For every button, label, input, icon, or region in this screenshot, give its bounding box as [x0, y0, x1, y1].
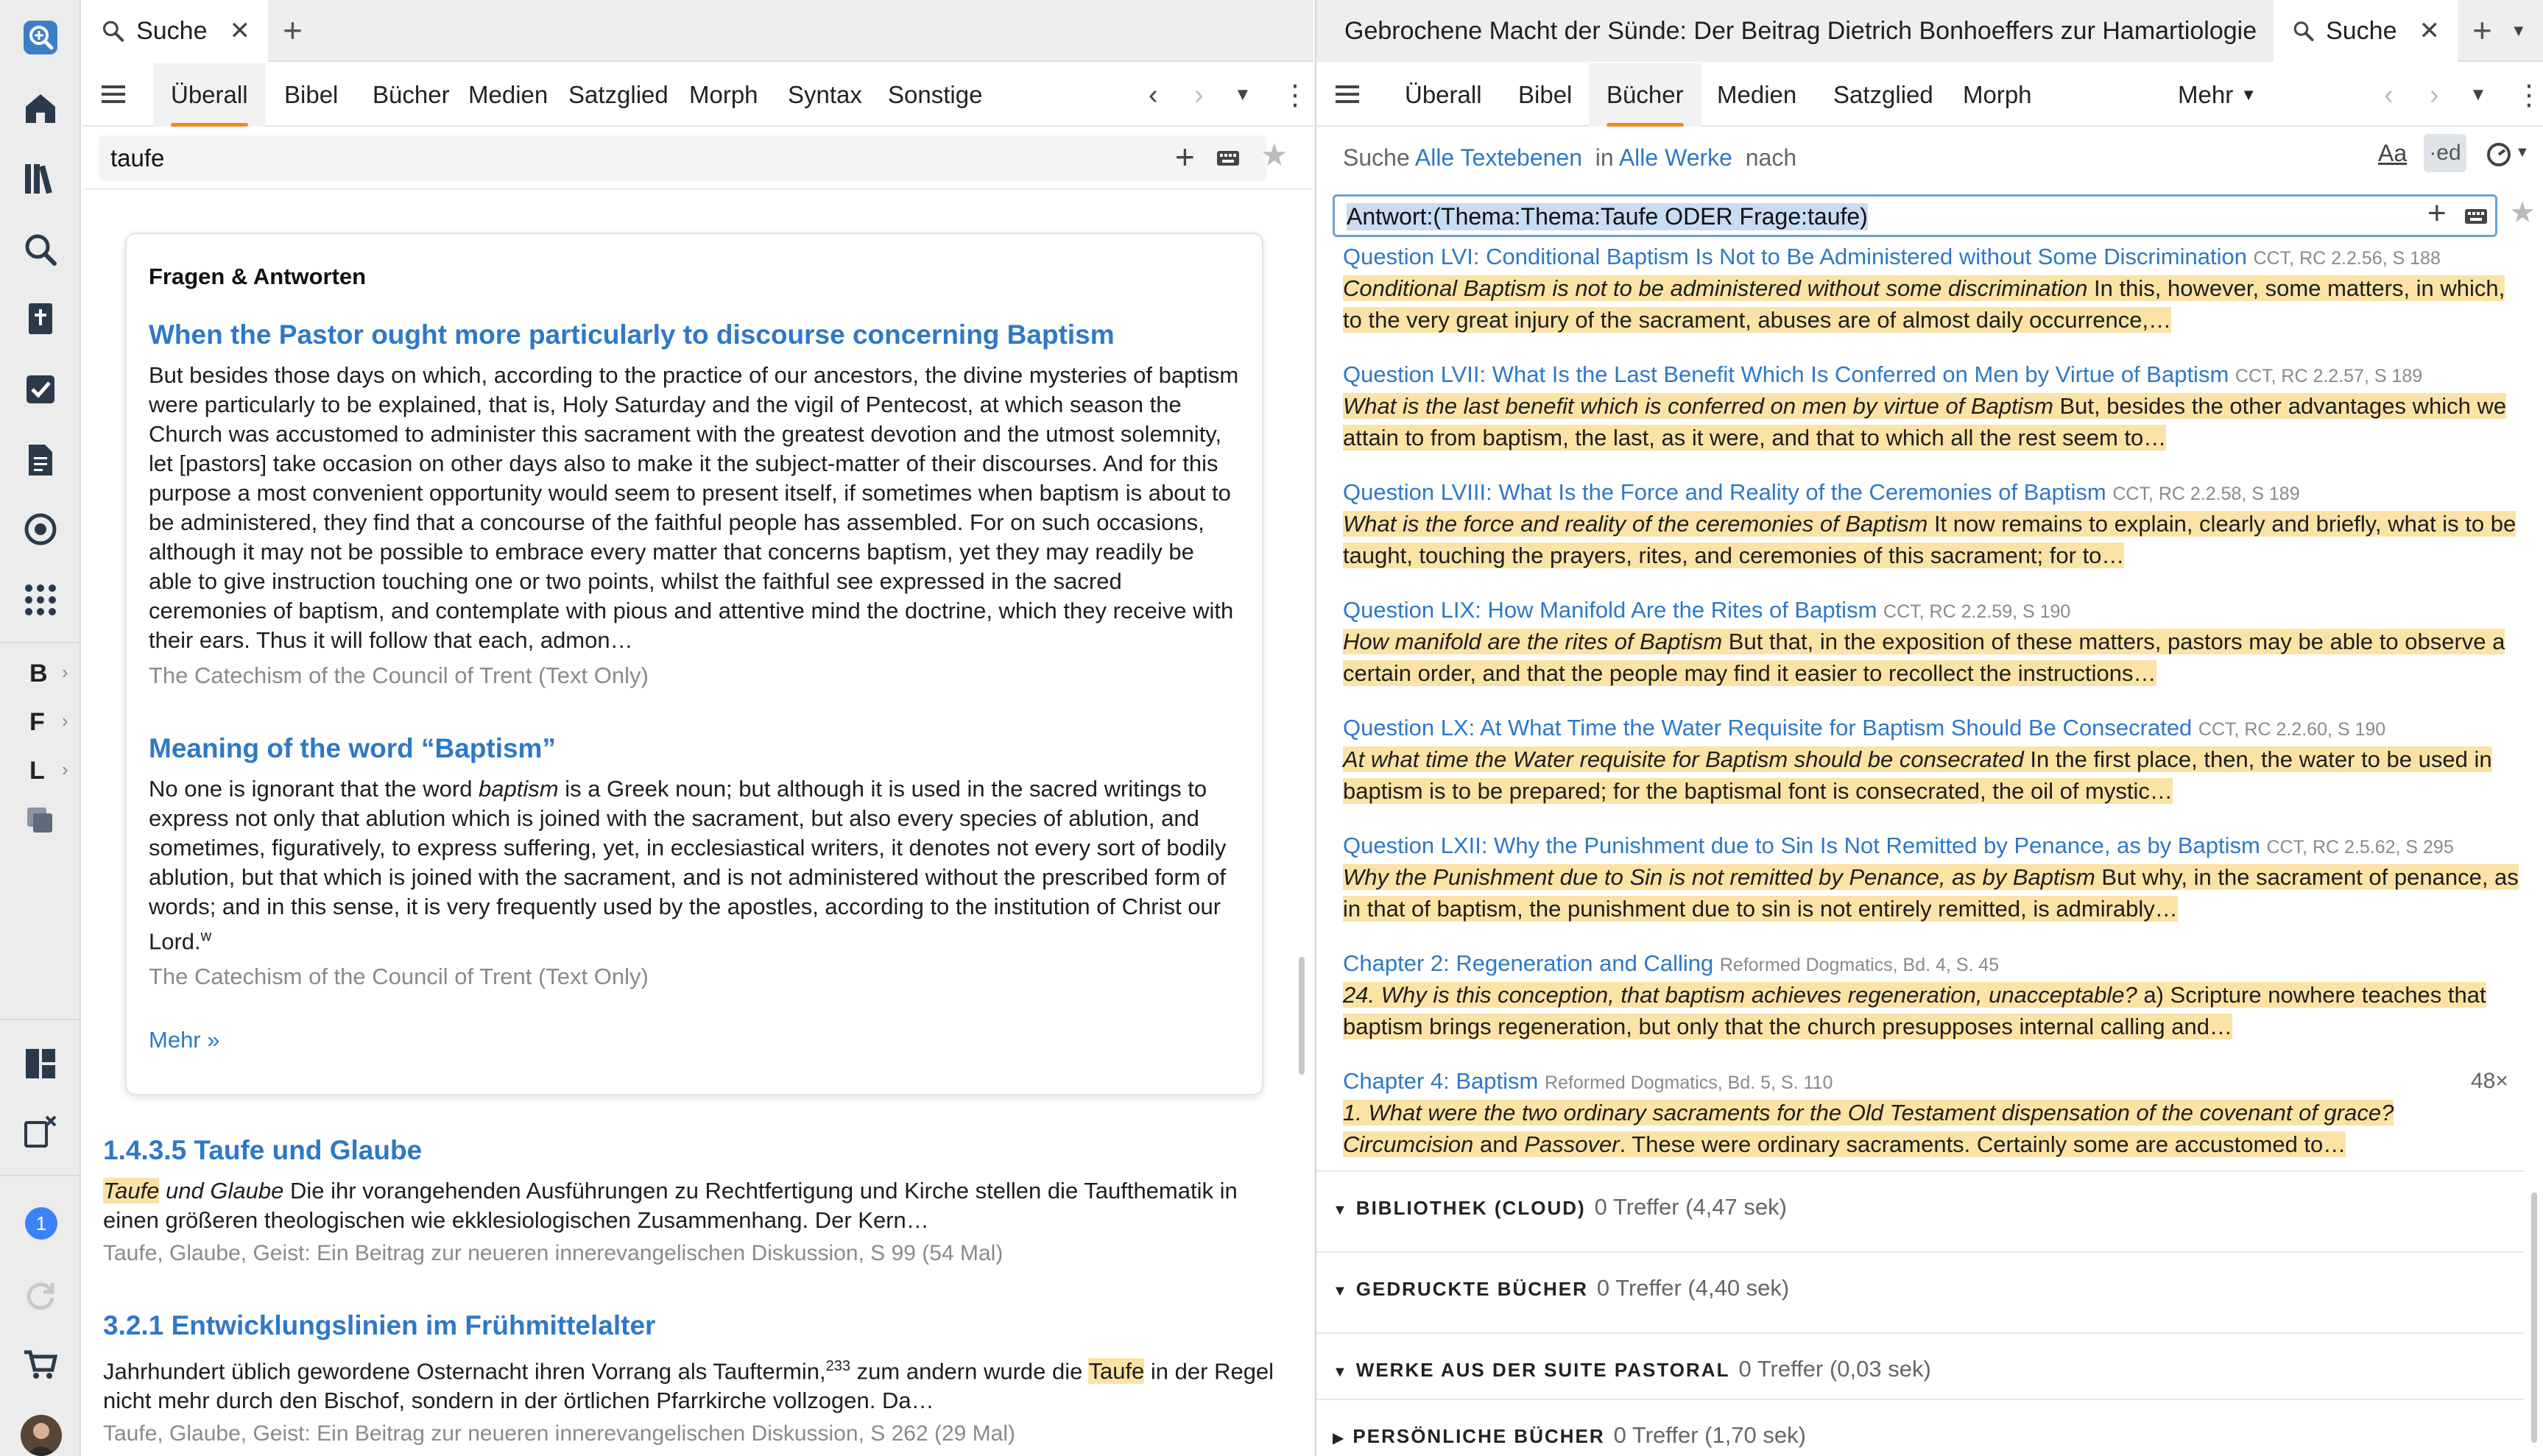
left-tabbar — [82, 0, 1313, 62]
query-text[interactable]: Antwort:(Thema:Thema:Taufe ODER Frage:taufe) — [1347, 203, 1868, 230]
qa-source[interactable]: The Catechism of the Council of Trent (Text Only) — [149, 964, 649, 990]
chevron-right-icon: › — [62, 758, 68, 780]
result-title[interactable]: Question LX: At What Time the Water Requisite for Baptism Should Be Consecrated CCT, RC 2.2.60, S 190 — [1343, 715, 2386, 741]
result-source[interactable]: Taufe, Glaube, Geist: Ein Beitrag zur neueren innerevangelischen Diskussion, S 262 (29 Mal) — [103, 1421, 1016, 1446]
result-item — [1343, 596, 2528, 689]
chevron-right-icon: › — [62, 710, 68, 732]
checklist-icon[interactable] — [16, 365, 65, 414]
rail-divider — [0, 642, 81, 643]
result-snippet: What is the last benefit which is conferred on men by virtue of Baptism But, besides the other advantages which we attain to from baptism, the last, as it were, and that to which all the rest seem to… — [1343, 393, 2507, 450]
keyboard-icon[interactable] — [2464, 207, 2488, 226]
search-scope-line: Suche Alle Textebenen in Alle Werke nach — [1343, 144, 1797, 171]
notification-badge[interactable]: 1 — [25, 1207, 57, 1240]
star-icon[interactable]: ★ — [2509, 197, 2536, 229]
chevron-down-icon: ▼ — [1333, 1283, 1349, 1299]
close-icon[interactable]: ✕ — [229, 17, 250, 45]
right-search-panel — [1315, 0, 2543, 1456]
result-snippet: At what time the Water requisite for Baptism should be consecrated In the first place, then, the water to be used in baptism is to be prepared; for the baptismal font is consecrated, the oil of mystic… — [1343, 746, 2492, 804]
tab-everywhere[interactable]: Überall — [153, 63, 266, 127]
close-panels-icon[interactable] — [16, 1107, 65, 1156]
result-title[interactable]: Question LVI: Conditional Baptism Is Not to Be Administered without Some Discrimination CCT, RC 2.2.56, S 188 — [1343, 244, 2441, 269]
result-item — [1343, 243, 2528, 336]
chevron-down-icon[interactable]: ▼ — [1234, 85, 1252, 105]
tab-search-right[interactable] — [2274, 0, 2458, 62]
chevron-down-icon[interactable]: ▼ — [2469, 85, 2487, 105]
result-item — [1343, 361, 2528, 453]
scope-selector[interactable]: Alle Textebenen — [1414, 144, 1582, 171]
search-icon[interactable] — [16, 225, 65, 274]
app-sidebar — [0, 0, 81, 1456]
apps-grid-icon[interactable] — [16, 576, 65, 624]
left-results — [82, 190, 1313, 1456]
right-tabbar — [1316, 0, 2543, 62]
menu-icon[interactable] — [99, 79, 128, 109]
rail-divider — [0, 1175, 81, 1176]
result-snippet: Conditional Baptism is not to be administered without some discrimination In this, however, some matters, in which, to the very great injury of the sacrament, abuses are of almost daily occurrence,… — [1343, 275, 2505, 333]
result-title[interactable]: Question LIX: How Manifold Are the Rites of Baptism CCT, RC 2.2.59, S 190 — [1343, 597, 2071, 623]
result-item — [103, 1135, 1296, 1266]
tab-syntax[interactable]: Syntax — [788, 81, 862, 108]
tab-books[interactable]: Bücher — [373, 81, 450, 108]
tab-morph[interactable]: Morph — [1963, 81, 2032, 108]
qa-source[interactable]: The Catechism of the Council of Trent (Text Only) — [149, 662, 649, 688]
qa-question-title[interactable]: When the Pastor ought more particularly to discourse concerning Baptism — [149, 319, 1115, 350]
chevron-down-icon: ▼ — [1333, 1202, 1349, 1218]
tab-label: Suche — [2326, 16, 2397, 45]
result-snippet: How manifold are the rites of Baptism But that, in the exposition of these matters, pastors may be able to observe a certain order, and that the people may find it easier to recollect the instructions… — [1343, 629, 2505, 686]
more-link[interactable]: Mehr » — [149, 1027, 220, 1053]
star-icon[interactable]: ★ — [1260, 138, 1288, 172]
result-item — [1343, 832, 2528, 925]
library-icon[interactable] — [16, 155, 65, 203]
result-snippet: 24. Why is this conception, that baptism achieves regeneration, unacceptable? a) Scripture nowhere teaches that baptism brings regeneration, but only that the church presupposes internal calling and… — [1343, 982, 2486, 1039]
back-icon[interactable]: ‹ — [2384, 79, 2394, 110]
scrollbar[interactable] — [1299, 957, 1305, 1075]
result-item — [1343, 478, 2528, 571]
result-title[interactable]: Question LXII: Why the Punishment due to Sin Is Not Remitted by Penance, as by Baptism CCT, RC 2.5.62, S 295 — [1343, 833, 2454, 858]
result-snippet: Why the Punishment due to Sin is not remitted by Penance, as by Baptism But why, in the sacrament of penance, as in that of baptism, the punishment due to sin is not entirely remitted, is admirably… — [1343, 864, 2519, 922]
result-snippet: What is the force and reality of the ceremonies of Baptism It now remains to explain, clearly and briefly, what is to be taught, touching the prayers, rites, and ceremonies of this sacrament; for to… — [1343, 511, 2516, 568]
add-icon[interactable]: + — [2427, 195, 2447, 231]
tab-media[interactable]: Medien — [1717, 81, 1797, 108]
forward-icon[interactable]: › — [1194, 79, 1204, 110]
group-pastoral-suite[interactable]: ▼ WERKE AUS DER SUITE PASTORAL 0 Treffer (0,03 sek) — [1316, 1332, 2524, 1413]
scrollbar[interactable] — [2531, 1192, 2537, 1443]
left-category-nav — [82, 63, 1313, 127]
chevron-right-icon: › — [62, 661, 68, 683]
group-cloud-library[interactable]: ▼ BIBLIOTHEK (CLOUD) 0 Treffer (4,47 sek) — [1316, 1170, 2524, 1251]
result-title[interactable]: Question LVIII: What Is the Force and Reality of the Ceremonies of Baptism CCT, RC 2.2.58, S 189 — [1343, 479, 2300, 505]
tab-book[interactable] — [1316, 0, 2274, 62]
card-title: Fragen & Antworten — [149, 264, 367, 289]
right-category-nav — [1316, 63, 2543, 127]
shortcut-l[interactable]: L — [29, 757, 45, 785]
result-item — [1343, 1067, 2528, 1160]
sync-icon[interactable] — [16, 1271, 65, 1319]
result-item — [1343, 714, 2528, 807]
more-vertical-icon[interactable]: ⋮ — [1281, 79, 1309, 111]
works-selector[interactable]: Alle Werke — [1618, 144, 1732, 171]
result-snippet: Taufe und Glaube Die ihr vorangehenden Ausführungen zu Rechtfertigung und Kirche stellen die Taufthematik in einen größeren theologischen wie ekklesiologischen Zusammenhang. Der Kern… — [103, 1178, 1238, 1233]
chevron-down-icon[interactable]: ▼ — [2515, 144, 2530, 160]
tab-books[interactable]: Bücher — [1589, 63, 1701, 127]
layouts-icon[interactable] — [16, 1039, 65, 1088]
tab-search-left[interactable] — [82, 0, 268, 62]
result-item — [1343, 950, 2528, 1042]
result-title[interactable]: Chapter 2: Regeneration and Calling Reformed Dogmatics, Bd. 4, S. 45 — [1343, 950, 2000, 976]
query-input[interactable] — [1333, 194, 2497, 237]
hit-count: 48× — [2471, 1069, 2508, 1093]
search-icon — [2291, 15, 2315, 47]
keyboard-icon[interactable] — [1216, 149, 1240, 168]
rail-divider — [0, 1019, 81, 1020]
left-search-panel — [82, 0, 1313, 1456]
left-search-row — [82, 128, 1313, 190]
shortcut-f[interactable]: F — [29, 708, 45, 736]
tab-bible[interactable]: Bibel — [1518, 81, 1573, 108]
result-snippet: 1. What were the two ordinary sacraments for the Old Testament dispensation of the covenant of grace? Circumcision and Passover. These were ordinary sacraments. Certainly some are accustomed to… — [1343, 1100, 2394, 1157]
result-title[interactable]: Question LVII: What Is the Last Benefit Which Is Conferred on Men by Virtue of Baptism CCT, RC 2.2.57, S 189 — [1343, 361, 2423, 387]
more-menu[interactable]: Mehr ▼ — [2178, 81, 2257, 108]
avatar[interactable] — [21, 1415, 62, 1456]
chevron-down-icon: ▼ — [1333, 1364, 1349, 1380]
document-icon[interactable] — [16, 436, 65, 484]
shortcut-b[interactable]: B — [29, 660, 48, 688]
result-source[interactable]: Taufe, Glaube, Geist: Ein Beitrag zur neueren innerevangelischen Diskussion, S 99 (54 Mal) — [103, 1241, 1004, 1265]
tab-media[interactable]: Medien — [468, 81, 549, 108]
atlas-icon[interactable] — [16, 505, 65, 554]
result-title[interactable]: Chapter 4: Baptism Reformed Dogmatics, Bd. 5, S. 110 — [1343, 1068, 1833, 1094]
copy-icon[interactable] — [16, 796, 65, 845]
qa-card — [125, 233, 1263, 1095]
match-case-button[interactable]: Aa — [2378, 140, 2408, 166]
result-title[interactable]: 3.2.1 Entwicklungslinien im Frühmittelalter — [103, 1310, 656, 1340]
result-title[interactable]: 1.4.3.5 Taufe und Glaube — [103, 1135, 423, 1165]
result-item — [103, 1310, 1296, 1446]
home-icon[interactable] — [16, 84, 65, 132]
cart-icon[interactable] — [16, 1340, 65, 1388]
group-printed-books[interactable]: ▼ GEDRUCKTE BÜCHER 0 Treffer (4,40 sek) — [1316, 1251, 2524, 1332]
stemming-button[interactable]: ·ed — [2424, 134, 2466, 172]
group-personal-books[interactable]: ▶ PERSÖNLICHE BÜCHER 0 Treffer (1,70 sek) — [1316, 1399, 2524, 1456]
close-icon[interactable]: ✕ — [2419, 17, 2440, 45]
qa-answer-text: No one is ignorant that the word baptism is a Greek noun; but although it is used in the sacred writings to express not only that ablution which is joined with the sacrament, but also every species of ablution, and sometimes, figuratively, to express suffering, yet, in ecclesiastical writers, it denotes not every sort of bodily ablution, but that which is joined with the sacrament, and is not administered without the prescribed form of words; and in this sense, it is very frequently used by the apostles, according to the institution of Christ our Lord.$^w$ — [149, 776, 1227, 955]
forward-icon[interactable]: › — [2430, 79, 2439, 110]
add-icon[interactable]: + — [1175, 138, 1195, 176]
more-vertical-icon[interactable]: ⋮ — [2515, 79, 2543, 111]
tab-bible[interactable]: Bibel — [284, 81, 339, 108]
tab-label: Gebrochene Macht der Sünde: Der Beitrag Dietrich Bonhoeffers zur Hamartiologie — [1344, 16, 2257, 45]
tab-clause[interactable]: Satzglied — [1833, 81, 1933, 108]
qa-question-title[interactable]: Meaning of the word “Baptism” — [149, 733, 556, 763]
tab-other[interactable]: Sonstige — [888, 81, 983, 108]
search-input[interactable]: taufe — [99, 135, 1266, 181]
qa-answer-text: But besides those days on which, according to the practice of our ancestors, the divine mysteries of baptism were particularly to be explained, that is, Holy Saturday and the vigil of Pentecost, at which season the Church was accustomed to administer this sacrament with the greatest devotion and the utmost solemnity, let [pastors] take occasion on other days also to make it the subject-matter of their discourses. And for this purpose a most convenient opportunity would seem to present itself, if sometimes when baptism is about to be administered, they find that a concourse of the faithful people has assembled. For on such occasions, although it may not be possible to embrace every matter that concerns baptism, yet they may readily be able to give instruction touching one or two points, whilst the faithful see expressed in the sacred ceremonies of baptism, and contemplate with pious and attentive mind the doctrine, which they receive with their ears. Thus it will follow that each, admon… — [149, 362, 1239, 653]
result-snippet: Jahrhundert üblich gewordene Osternacht ihren Vorrang als Tauftermin,$^{233}$ zum andern wurde die Taufe in der Regel nicht mehr durch den Bischof, sondern in der örtlichen Pfarrkirche vollzogen. Da… — [103, 1358, 1274, 1414]
chevron-right-icon: ▶ — [1333, 1430, 1346, 1446]
search-icon — [100, 15, 126, 47]
tab-clause[interactable]: Satzglied — [568, 81, 669, 108]
history-icon[interactable] — [2484, 140, 2514, 169]
bible-icon[interactable] — [16, 294, 65, 343]
tab-label: Suche — [136, 16, 208, 45]
tab-morph[interactable]: Morph — [689, 81, 758, 108]
back-icon[interactable]: ‹ — [1149, 79, 1158, 110]
tab-everywhere[interactable]: Überall — [1405, 81, 1482, 108]
add-tab-button[interactable]: + — [283, 11, 303, 49]
logos-app-icon[interactable] — [16, 13, 65, 62]
chevron-down-icon[interactable]: ▼ — [2511, 21, 2527, 40]
menu-icon[interactable] — [1333, 79, 1362, 109]
add-tab-button[interactable]: + — [2472, 11, 2492, 49]
